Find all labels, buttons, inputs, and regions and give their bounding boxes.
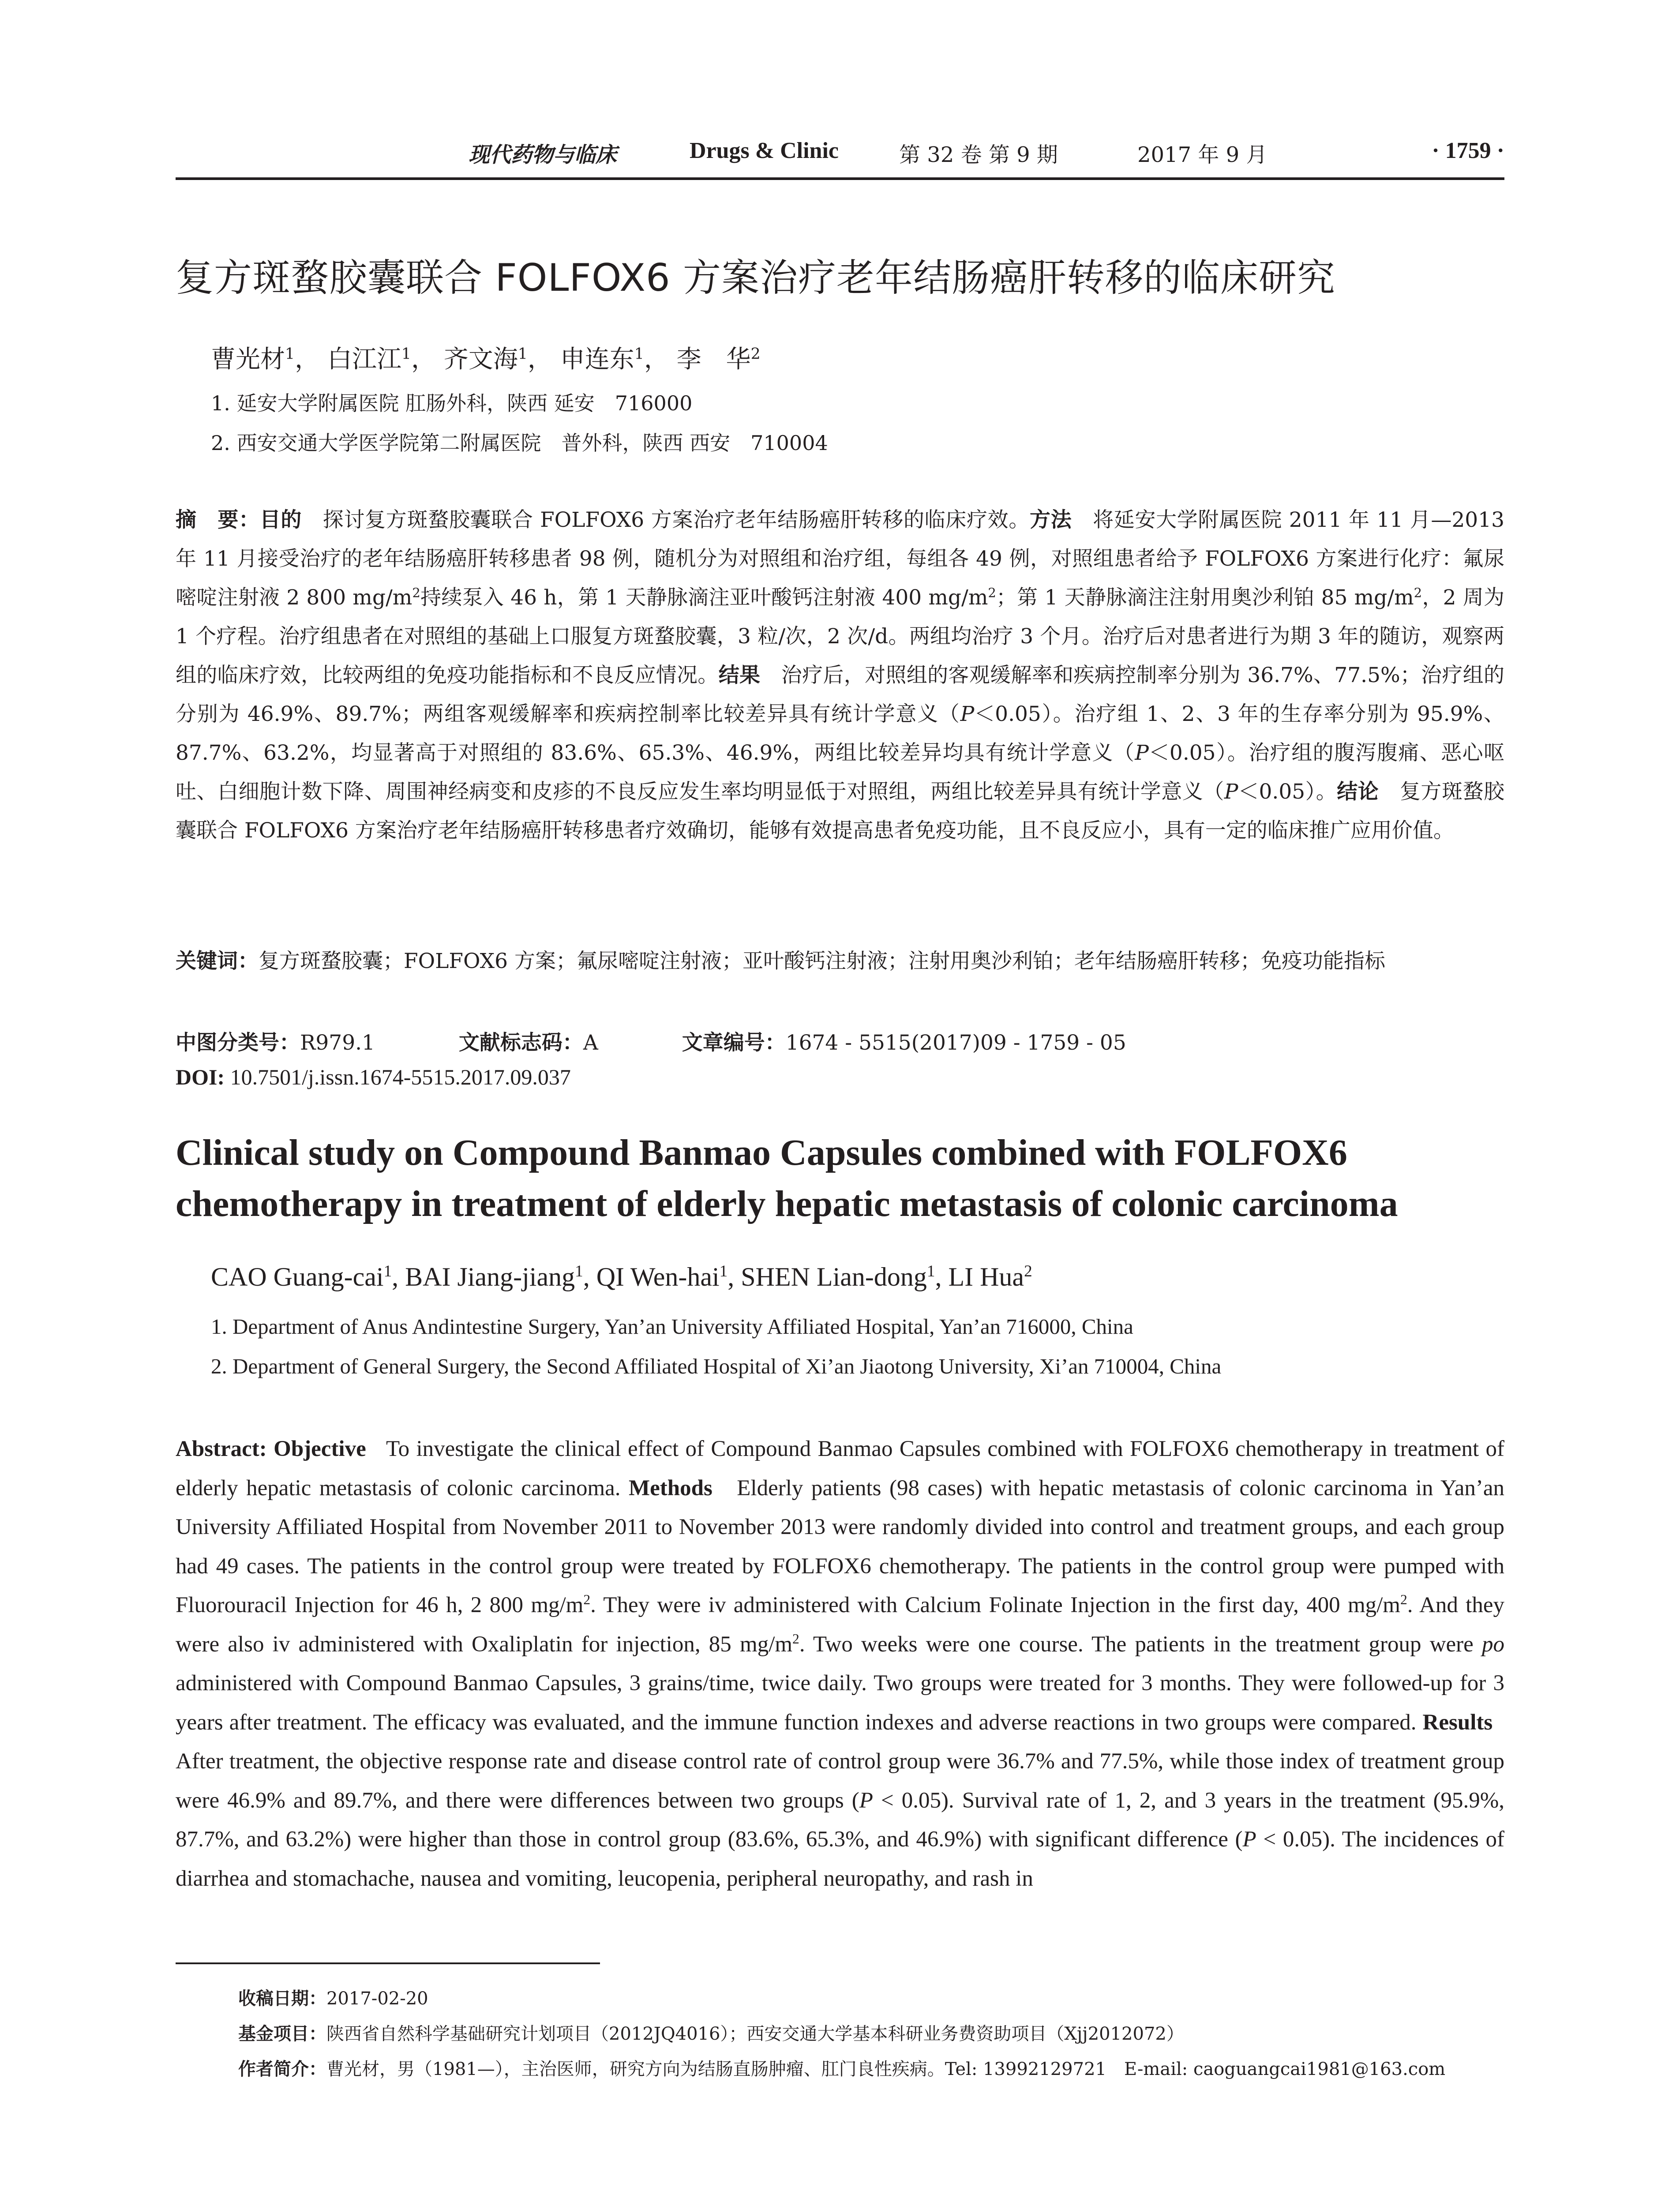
po-abbrev: po [1482,1632,1505,1657]
superscript: 2 [1414,585,1422,600]
superscript: 2 [583,1592,591,1607]
results-text: ）。治疗组的腹泻腹痛、恶心呕吐、白细胞计数下降、周围神经病变和皮疹的不良反应发生率均明显低于对照组，两组比较差异具有统计学意义（ [176,741,1505,804]
classification-row [176,1026,1126,1056]
footnote-rule [176,1962,600,1964]
doc-code-value: A [583,1031,598,1055]
doi-row [176,1064,571,1090]
author-affiliation-mark: 1 [634,345,644,363]
p-value: ＜0.05 [1238,780,1305,804]
author-affiliation-mark: 1 [401,345,411,363]
superscript: 2 [792,1631,799,1647]
methods-text: 将延安大学附属医院 2011 年 11 月—2013 年 11 月接受治疗的老年结肠癌肝转移患者 98 例，随机分为对照组和治疗组，每组各 49 例，对照组患者给予 FOLFOX6 方案进行化疗：氟尿嘧啶注射液 2 800 mg/m [176,508,1505,610]
methods-text: 持续泵入 46 h，第 1 天静脉滴注亚叶酸钙注射液 400 mg/m [420,585,988,610]
abstract-label: Abstract: Objective [176,1437,366,1461]
author-affiliation-mark: 2 [750,345,761,363]
results-text: ）。治疗组 1、2、3 年的生存率分别为 95.9%、87.7%、63.2%，均显著高于对照组的 83.6%、65.3%、46.9%，两组比较差异均具有统计学意义（ [176,702,1504,765]
methods-text: administered with Compound Banmao Capsules, 3 grains/time, twice daily. Two groups were treated for 3 months. They were followed-up for 3 years after treatment. The efficacy was evaluated, and the immune function indexes and adverse reactions in two groups were compared. [176,1671,1504,1735]
results-text: ). The incidences of diarrhea and stomachache, nausea and vomiting, leucopenia, peripheral neuropathy, and rash in [176,1827,1505,1891]
abstract-cn [176,501,1504,850]
p-symbol: P [960,702,975,726]
author-affiliation-mark: 2 [1024,1262,1032,1280]
abstract-en [176,1429,1504,1898]
methods-text: ，2 周为 1 个疗程。治疗组患者在对照组的基础上口服复方斑蝥胶囊，3 粒/次，2 次/d。两组均治疗 3 个月。治疗后对患者进行为期 3 年的随访，观察两组的临床疗效，比较两组的免疫功能指标和不良反应情况。 [176,585,1504,687]
authors-en: CAO Guang-cai$^1$, BAI Jiang-jiang$^1$, QI Wen-hai$^1$, SHEN Lian-dong$^1$, LI Hua$^2$ [211,1262,1032,1291]
results-text: ). Survival rate of 1, 2, and 3 years in the treatment (95.9%, 87.7%, and 63.2%) were higher than those in control group (83.6%, 65.3%, and 46.9%) with significant difference ( [176,1788,1505,1852]
methods-text: ；第 1 天静脉滴注注射用奥沙利铂 85 mg/m [996,585,1414,610]
objective-text: 探讨复方斑蝥胶囊联合 FOLFOX6 方案治疗老年结肠癌肝转移的临床疗效。 [322,508,1030,532]
author-affiliation-mark: 1 [383,1262,392,1280]
author-affiliation-mark: 1 [926,1262,935,1280]
author-name: 白江江 [327,345,401,374]
clc-value: R979.1 [300,1031,375,1055]
superscript: 2 [1400,1592,1407,1607]
clc-label: 中图分类号： [176,1031,300,1055]
author-name: BAI Jiang-jiang [405,1262,575,1291]
author-affiliation-mark: 1 [285,345,295,363]
methods-label: Methods [629,1475,712,1501]
results-text: After treatment, the objective response rate and disease control rate of control group were 36.7% and 77.5%, while those index of treatment group were 46.9% and 89.7%, and there were differences between two groups ( [176,1749,1504,1813]
results-label: Results [1422,1710,1493,1735]
methods-text: . And they were also iv administered with Oxaliplatin for injection, 85 mg/m [176,1593,1504,1657]
p-symbol: P [1242,1827,1256,1852]
results-text: 治疗后，对照组的客观缓解率和疾病控制率分别为 36.7%、77.5%；治疗组的分别为 46.9%、89.7%；两组客观缓解率和疾病控制率比较差异具有统计学意义（ [176,663,1505,726]
author-name: LI Hua [948,1262,1024,1291]
results-text: ）。 [1305,780,1337,804]
article-no-value: 1674 - 5515(2017)09 - 1759 - 05 [785,1031,1126,1055]
affiliation-cn: 2. 西安交通大学医学院第二附属医院 普外科，陕西 西安 710004 [211,431,828,455]
title-en: Clinical study on Compound Banmao Capsules combined with FOLFOX6 chemotherapy in treatment of elderly hepatic metastasis of colonic carcinoma [176,1132,1398,1224]
affiliation-en: 2. Department of General Surgery, the Second Affiliated Hospital of Xi’an Jiaotong University, Xi’an 710004, China [211,1354,1222,1378]
author-name: QI Wen-hai [596,1262,720,1291]
p-value: ＜0.05 [974,702,1041,726]
footnote-label: 收稿日期： [238,1988,326,2009]
author-name: SHEN Lian-dong [741,1262,927,1291]
header-rule [176,177,1504,180]
p-symbol: P [1224,780,1238,804]
p-value: < 0.05 [1256,1827,1323,1852]
page-number: · 1759 · [1432,138,1504,163]
footnote-label: 基金项目： [238,2024,326,2044]
title-cn: 复方斑蝥胶囊联合 FOLFOX6 方案治疗老年结肠癌肝转移的临床研究 [176,256,1336,300]
p-value: ＜0.05 [1148,741,1216,765]
author-name: 曹光材 [211,345,285,374]
affiliation-cn: 1. 延安大学附属医院 肛肠外科，陕西 延安 716000 [211,391,693,415]
author-name: 李 华 [676,345,751,374]
superscript: 2 [988,585,996,600]
volume-issue: 第 32 卷 第 9 期 [899,143,1058,167]
p-value: < 0.05 [873,1788,941,1813]
objective-label: 目的 [259,508,302,532]
methods-text: . They were iv administered with Calcium Folinate Injection in the first day, 400 mg/m [590,1593,1400,1617]
author-name: 申连东 [560,345,634,374]
author-affiliation-mark: 1 [575,1262,583,1280]
author-name: CAO Guang-cai [211,1262,384,1291]
objective-text: To investigate the clinical effect of Compound Banmao Capsules combined with FOLFOX6 chemotherapy in treatment of elderly hepatic metastasis of colonic carcinoma. [176,1437,1504,1501]
journal-name-en: Drugs & Clinic [690,138,839,163]
methods-text: . Two weeks were one course. The patients in the treatment group were [799,1632,1474,1657]
footnote-received [238,1985,428,2010]
author-affiliation-mark: 1 [719,1262,728,1280]
footnote-label: 作者简介： [238,2059,326,2079]
superscript: 2 [412,585,420,600]
issue-date: 2017 年 9 月 [1137,143,1268,167]
author-name: 齐文海 [443,345,518,374]
methods-label: 方法 [1030,508,1072,532]
p-symbol: P [859,1788,873,1813]
authors-cn: 曹光材$^1$， 白江江$^1$， 齐文海$^1$， 申连东$^1$， 李 华$^2$ [211,345,761,374]
footnote-text: 陕西省自然科学基础研究计划项目（2012JQ4016）；西安交通大学基本科研业务费资助项目（Xjj2012072） [326,2024,1184,2044]
keywords-text: 复方斑蝥胶囊；FOLFOX6 方案；氟尿嘧啶注射液；亚叶酸钙注射液；注射用奥沙利铂；老年结肠癌肝转移；免疫功能指标 [259,949,1385,973]
abstract-label: 摘 要： [176,508,260,532]
doc-code-label: 文献标志码： [458,1031,583,1055]
affiliation-en: 1. Department of Anus Andintestine Surgery, Yan’an University Affiliated Hospital, Yan’an 716000, China [211,1314,1133,1339]
footnote-author-bio [238,2055,1445,2080]
methods-text: Elderly patients (98 cases) with hepatic metastasis of colonic carcinoma in Yan’an University Affiliated Hospital from November 2011 to November 2013 were randomly divided into control and treatment groups, and each group had 49 cases. The patients in the control group were treated by FOLFOX6 chemotherapy. The patients in the control group were pumped with Fluorouracil Injection for 46 h, 2 800 mg/m [176,1475,1505,1617]
author-affiliation-mark: 1 [518,345,528,363]
keywords-label: 关键词： [176,949,259,973]
conclusion-label: 结论 [1337,780,1379,804]
footnote-text: 曹光材，男（1981—），主治医师，研究方向为结肠直肠肿瘤、肛门良性疾病。Tel: 13992129721 E-mail: caoguangcai1981@163.com [326,2059,1446,2079]
footnote-text: 2017-02-20 [326,1988,428,2009]
p-symbol: P [1135,741,1149,765]
footnote-funding [238,2020,1184,2045]
journal-name-cn: 现代药物与临床 [469,143,617,167]
keywords-cn [176,942,1504,981]
doi-value: 10.7501/j.issn.1674-5515.2017.09.037 [230,1065,571,1089]
conclusion-text: 复方斑蝥胶囊联合 FOLFOX6 方案治疗老年结肠癌肝转移患者疗效确切，能够有效提高患者免疫功能，且不良反应小，具有一定的临床推广应用价值。 [176,780,1505,843]
doi-label: DOI: [176,1065,225,1089]
results-label: 结果 [718,663,761,687]
article-no-label: 文章编号： [682,1031,786,1055]
